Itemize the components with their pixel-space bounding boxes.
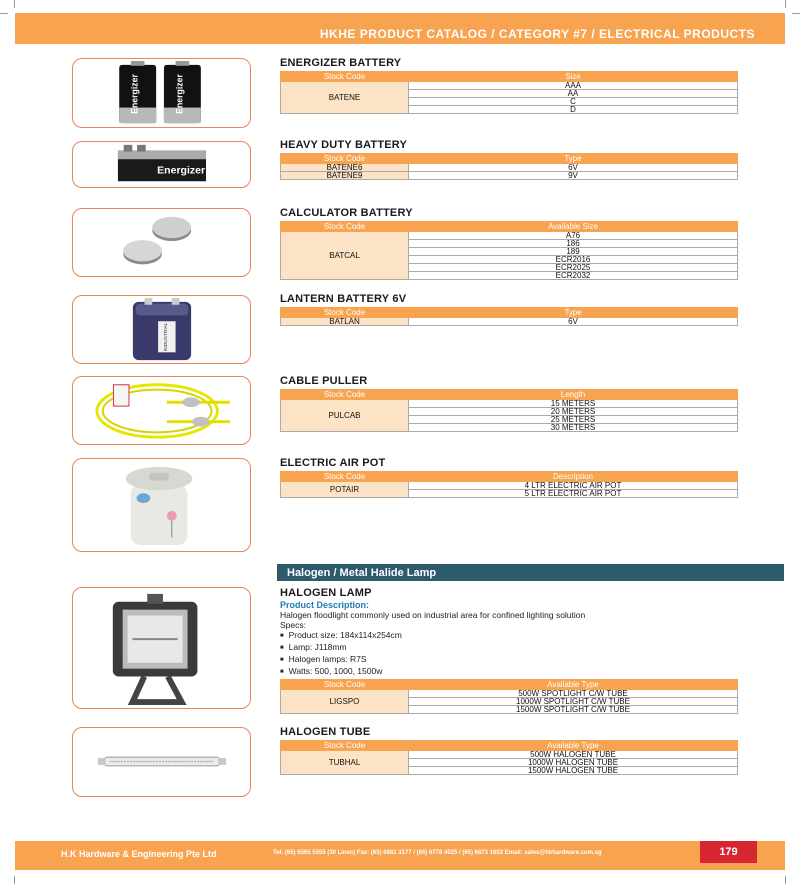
table-cell: 15 METERS	[409, 400, 738, 408]
table-cell: 25 METERS	[409, 416, 738, 424]
col-header: Stock Code	[281, 308, 409, 318]
stock-code: BATCAL	[281, 232, 409, 280]
table-cell: 30 METERS	[409, 424, 738, 432]
product-table	[280, 679, 738, 714]
table-cell: 6V	[409, 164, 738, 172]
electric-air-pot-image	[72, 458, 251, 552]
stock-code: BATENE	[281, 82, 409, 114]
crop-mark	[14, 0, 15, 8]
table-cell: D	[409, 106, 738, 114]
spec-item: ■ Halogen lamps: R7S	[280, 654, 740, 666]
halogen-tube-image	[72, 727, 251, 797]
catalog-footer	[15, 841, 785, 870]
product-table	[280, 307, 738, 326]
table-cell: ECR2032	[409, 272, 738, 280]
col-header: Size	[409, 72, 738, 82]
cable-puller-image	[72, 376, 251, 445]
catalog-header	[15, 13, 785, 44]
svg-text:Energizer: Energizer	[174, 74, 185, 114]
product-title: HALOGEN TUBE	[280, 726, 371, 738]
stock-code: TUBHAL	[281, 751, 409, 775]
col-header: Stock Code	[281, 472, 409, 482]
product-table	[280, 221, 738, 280]
col-header: Stock Code	[281, 680, 409, 690]
crop-mark	[785, 0, 786, 8]
page-number: 179	[700, 841, 757, 863]
spec-item: ■ Lamp: J118mm	[280, 642, 740, 654]
energizer-battery-image	[72, 58, 251, 128]
product-halogen-lamp-table	[280, 677, 740, 714]
table-cell: 186	[409, 240, 738, 248]
col-header: Available Type	[409, 741, 738, 751]
product-title: HEAVY DUTY BATTERY	[280, 139, 408, 151]
table-cell: 1500W SPOTLIGHT C/W TUBE	[409, 706, 738, 714]
section-title: Halogen / Metal Halide Lamp	[287, 567, 437, 579]
product-title: CALCULATOR BATTERY	[280, 207, 413, 219]
product-table	[280, 71, 738, 114]
halogen-lamp-description	[280, 600, 740, 678]
crop-mark	[785, 876, 786, 884]
svg-text:Energizer: Energizer	[129, 74, 140, 114]
product-lantern-battery	[280, 293, 740, 326]
product-title: CABLE PULLER	[280, 375, 368, 387]
crop-mark	[14, 876, 15, 884]
product-table	[280, 153, 738, 180]
col-header: Stock Code	[281, 154, 409, 164]
halogen-lamp-image	[72, 587, 251, 709]
col-header: Length	[409, 390, 738, 400]
col-header: Available Type	[409, 680, 738, 690]
table-cell: 1500W HALOGEN TUBE	[409, 767, 738, 775]
product-cable-puller	[280, 375, 740, 432]
specs-list	[280, 630, 740, 678]
stock-code: LIGSPO	[281, 690, 409, 714]
product-energizer-battery	[280, 57, 740, 114]
col-header: Stock Code	[281, 741, 409, 751]
specs-label: Specs:	[280, 620, 306, 630]
col-header: Type	[409, 154, 738, 164]
stock-code: BATENE6	[281, 164, 409, 172]
crop-mark	[0, 13, 8, 14]
table-cell: ECR2025	[409, 264, 738, 272]
product-table	[280, 471, 738, 498]
description-text: Halogen floodlight commonly used on industrial area for confined lighting solution	[280, 610, 586, 620]
product-halogen-lamp-title	[280, 587, 740, 599]
product-heavy-duty-battery	[280, 139, 740, 180]
col-header: Stock Code	[281, 222, 409, 232]
svg-text:INDUSTRIAL: INDUSTRIAL	[163, 322, 169, 352]
table-cell: 6V	[409, 318, 738, 326]
table-cell: A76	[409, 232, 738, 240]
calculator-battery-image	[72, 208, 251, 277]
table-cell: 1000W HALOGEN TUBE	[409, 759, 738, 767]
product-title: ELECTRIC AIR POT	[280, 457, 386, 469]
table-cell: ECR2016	[409, 256, 738, 264]
lantern-battery-image	[72, 295, 251, 364]
table-cell: 20 METERS	[409, 408, 738, 416]
stock-code: BATENE9	[281, 172, 409, 180]
col-header: Type	[409, 308, 738, 318]
catalog-title: HKHE PRODUCT CATALOG / CATEGORY #7 / ELECTRICAL PRODUCTS	[319, 27, 755, 41]
stock-code: PULCAB	[281, 400, 409, 432]
product-halogen-tube	[280, 726, 740, 775]
table-cell: 500W SPOTLIGHT C/W TUBE	[409, 690, 738, 698]
description-label: Product Description:	[280, 600, 370, 610]
col-header: Stock Code	[281, 72, 409, 82]
product-title: LANTERN BATTERY 6V	[280, 293, 407, 305]
heavy-duty-battery-image	[72, 141, 251, 188]
table-cell: 5 LTR ELECTRIC AIR POT	[409, 490, 738, 498]
spec-item: ■ Product size: 184x114x254cm	[280, 630, 740, 642]
product-table	[280, 389, 738, 432]
table-cell: AA	[409, 90, 738, 98]
col-header: Description	[409, 472, 738, 482]
company-name: H.K Hardware & Engineering Pte Ltd	[61, 849, 217, 859]
col-header: Available Size	[409, 222, 738, 232]
product-electric-air-pot	[280, 457, 740, 498]
col-header: Stock Code	[281, 390, 409, 400]
stock-code: BATLAN	[281, 318, 409, 326]
contact-info: Tel: (65) 6565 5555 (30 Lines) Fax: (65) 6861 3177 / (65) 6778 4025 / (65) 6873 1602 Email: sales@hkhardware.com.sg	[273, 850, 602, 856]
product-title: HALOGEN LAMP	[280, 587, 372, 599]
spec-item: ■ Watts: 500, 1000, 1500w	[280, 666, 740, 678]
table-cell: 189	[409, 248, 738, 256]
section-header-halogen	[277, 564, 784, 581]
table-cell: 4 LTR ELECTRIC AIR POT	[409, 482, 738, 490]
table-cell: C	[409, 98, 738, 106]
table-cell: 9V	[409, 172, 738, 180]
table-cell: AAA	[409, 82, 738, 90]
crop-mark	[792, 13, 800, 14]
table-cell: 1000W SPOTLIGHT C/W TUBE	[409, 698, 738, 706]
table-cell: 500W HALOGEN TUBE	[409, 751, 738, 759]
product-table	[280, 740, 738, 775]
product-title: ENERGIZER BATTERY	[280, 57, 402, 69]
svg-text:Energizer: Energizer	[157, 164, 206, 177]
product-calculator-battery	[280, 207, 740, 280]
stock-code: POTAIR	[281, 482, 409, 498]
